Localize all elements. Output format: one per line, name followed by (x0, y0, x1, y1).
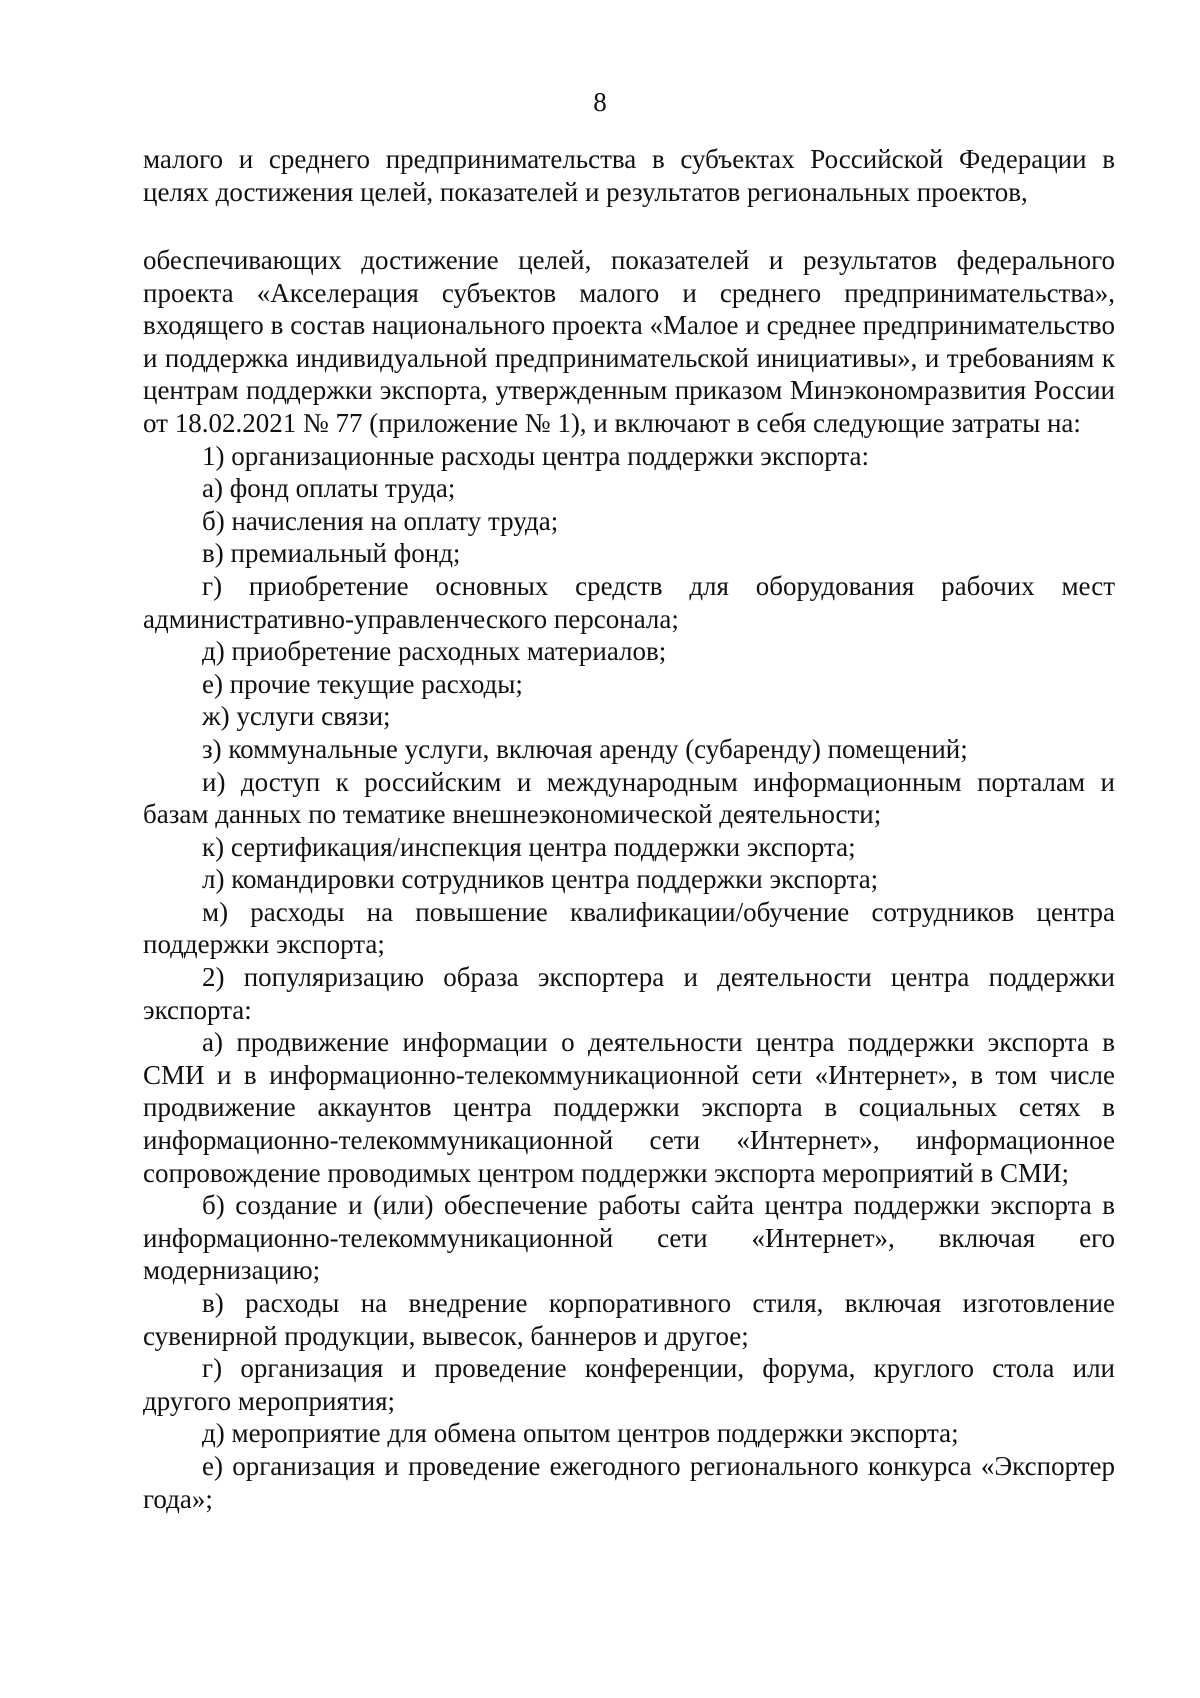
list-item-1g: г) приобретение основных средств для оборудования рабочих мест административно-управленческого персонала; (143, 570, 1115, 634)
text-block-main (143, 244, 1115, 1515)
list-item-1l: л) командировки сотрудников центра поддержки экспорта; (202, 864, 879, 895)
list-item-1a: а) фонд оплаты труда; (202, 473, 456, 504)
list-item-2a: а) продвижение информации о деятельности центра поддержки экспорта в СМИ и в информационно-телекоммуникационной сети «Интернет», в том числе продвижение аккаунтов центра поддержки экспорта в социальных сетях в информационно-телекоммуникационной сети «Интернет», информационное сопровождение проводимых центром поддержки экспорта мероприятий в СМИ; (143, 1027, 1115, 1188)
list-item-2g: г) организация и проведение конференции, форума, круглого стола или другого мероприятия; (143, 1353, 1115, 1416)
list-item-1m: м) расходы на повышение квалификации/обучение сотрудников центра поддержки экспорта; (143, 896, 1115, 960)
list-item-1d: д) приобретение расходных материалов; (202, 636, 667, 667)
list-item-1z: з) коммунальные услуги, включая аренду (субаренду) помещений; (202, 733, 968, 764)
text-block-top (143, 143, 1115, 208)
list-item-1k: к) сертификация/инспекция центра поддержки экспорта; (202, 831, 856, 862)
list-item-1v: в) премиальный фонд; (202, 538, 461, 569)
page-number: 8 (593, 87, 607, 117)
list-item-1b: б) начисления на оплату труда; (202, 505, 559, 536)
list-item-1i: и) доступ к российским и международным информационным порталам и базам данных по тематике внешнеэкономической деятельности; (143, 766, 1115, 830)
paragraph-intro: обеспечивающих достижение целей, показателей и результатов федерального проекта «Акселерация субъектов малого и среднего предпринимательства», входящего в состав национального проекта «Малое и среднее предпринимательство и поддержка индивидуальной предпринимательской инициативы», и требованиям к центрам поддержки экспорта, утвержденным приказом Минэкономразвития России от 18.02.2021 № 77 (приложение № 1), и включают в себя следующие затраты на: (143, 245, 1115, 438)
list-item-2v: в) расходы на внедрение корпоративного стиля, включая изготовление сувенирной продукции, вывесок, баннеров и другое; (143, 1288, 1115, 1351)
list-item-1e: е) прочие текущие расходы; (202, 668, 523, 699)
list-item-1: 1) организационные расходы центра поддержки экспорта: (202, 440, 870, 471)
list-item-2: 2) популяризацию образа экспортера и деятельности центра поддержки экспорта: (143, 962, 1115, 1025)
list-item-1zh: ж) услуги связи; (202, 701, 391, 732)
list-item-2b: б) создание и (или) обеспечение работы сайта центра поддержки экспорта в информационно-телекоммуникационной сети «Интернет», включая его модернизацию; (143, 1190, 1115, 1286)
paragraph-continuation: малого и среднего предпринимательства в субъектах Российской Федерации в целях достижения целей, показателей и результатов региональных проектов, (143, 144, 1115, 207)
list-item-2e: е) организация и проведение ежегодного регионального конкурса «Экспортер года»; (143, 1450, 1115, 1514)
list-item-2d: д) мероприятие для обмена опытом центров поддержки экспорта; (202, 1418, 959, 1449)
